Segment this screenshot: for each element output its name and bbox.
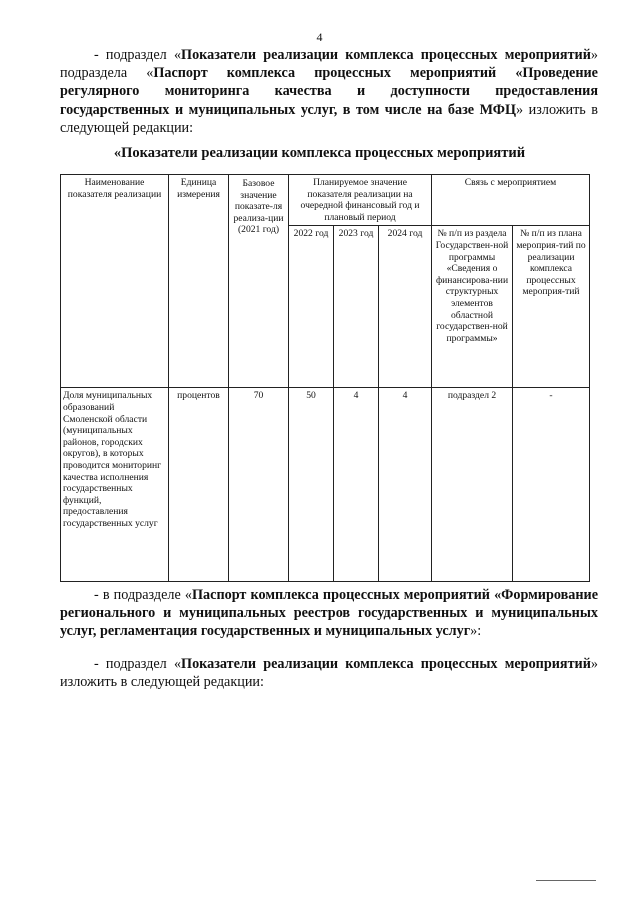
para2-bold-passport: Паспорт комплекса процессных мероприятий «Формирование регионального и муниципальных реестров государственных и муниципальных услуг, регламентация государственных и муниципальных услуг xyxy=(60,587,598,640)
para1-suffix: » изложить в следующей редакции: xyxy=(60,101,599,136)
paragraph-amendment-2 xyxy=(60,586,598,641)
page-number: 4 xyxy=(316,30,323,44)
table-heading: «Показатели реализации комплекса процессных мероприятий xyxy=(113,145,526,161)
indicators-table xyxy=(60,174,590,582)
cell-link-plan: - xyxy=(513,388,590,582)
header-link-program: № п/п из раздела Государствен-ной программы «Сведения о финансирова-нии структурных элементов областной государствен-ной программы» xyxy=(432,226,513,388)
para3-suffix: » изложить в следующей редакции: xyxy=(60,656,598,691)
para1-prefix: - подраздел « xyxy=(94,47,182,63)
cell-unit: процентов xyxy=(169,388,229,582)
para2-suffix: »: xyxy=(470,623,482,640)
header-year-2024: 2024 год xyxy=(379,226,432,388)
para3-prefix: - подраздел « xyxy=(94,656,182,672)
para1-bold-passport: Паспорт комплекса процессных мероприятий «Проведение регулярного мониторинга качества и доступности предоставления государственных и муниципальных услуг, в том числе на базе МФЦ xyxy=(60,65,598,118)
para2-prefix: - в подразделе « xyxy=(94,587,193,603)
header-year-2022: 2022 год xyxy=(289,226,334,388)
table-row xyxy=(61,388,590,582)
header-base-bottom: реализа-ции (2021 год) xyxy=(233,212,284,236)
header-link: Связь с мероприятием xyxy=(432,175,590,226)
para1-mid: » подраздела « xyxy=(60,47,598,82)
para1-bold-section: Показатели реализации комплекса процессных мероприятий xyxy=(181,47,591,63)
footer-rule xyxy=(536,880,596,881)
header-year-2023: 2023 год xyxy=(334,226,379,388)
header-base-value xyxy=(229,175,289,388)
cell-2023: 4 xyxy=(334,388,379,582)
header-indicator-name: Наименование показателя реализации xyxy=(61,175,169,388)
header-link-plan: № п/п из плана мероприя-тий по реализации комплекса процессных мероприя-тий xyxy=(513,226,590,388)
cell-2022: 50 xyxy=(289,388,334,582)
header-unit: Единица измерения xyxy=(169,175,229,388)
header-planned-value: Планируемое значение показателя реализации на очередной финансовый год и плановый период xyxy=(289,175,432,226)
paragraph-amendment-3 xyxy=(60,655,598,691)
header-base-top: Базовое значение показате-ля xyxy=(234,178,283,213)
cell-indicator-name: Доля муниципальных образований Смоленской области (муниципальных районов, городских округов), в которых проводится мониторинг качества исполнения государственных функций, предоставления государственных услуг xyxy=(61,388,169,582)
paragraph-amendment-1 xyxy=(60,46,598,137)
cell-2024: 4 xyxy=(379,388,432,582)
cell-link-program: подраздел 2 xyxy=(432,388,513,582)
para3-bold-section: Показатели реализации комплекса процессных мероприятий xyxy=(181,656,591,672)
cell-base: 70 xyxy=(229,388,289,582)
